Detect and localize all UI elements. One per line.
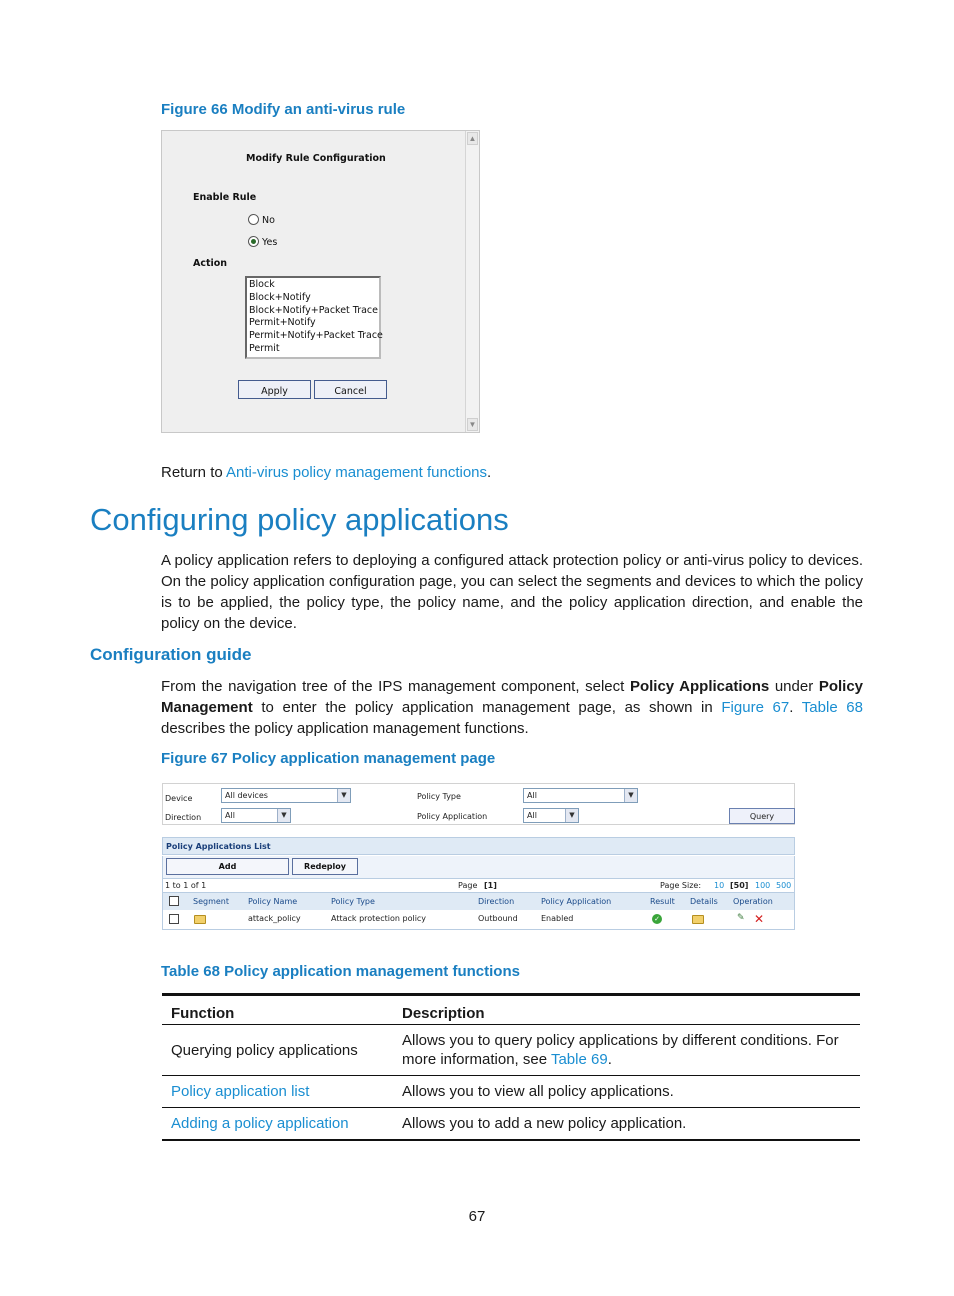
page-value[interactable]: [1] [484,881,497,890]
scrollbar[interactable] [465,131,479,432]
guide-bold-policy-applications: Policy Applications [629,678,770,695]
range-text: 1 to 1 of 1 [165,881,207,890]
chevron-down-icon: ▼ [624,789,637,802]
page-number: 67 [468,1208,486,1225]
action-option[interactable]: Permit [249,342,280,354]
action-option[interactable]: Permit+Notify [249,317,316,329]
section-title: Configuring policy applications [90,502,509,537]
scroll-down-icon[interactable]: ▼ [468,420,477,429]
select-all-checkbox[interactable] [169,896,179,906]
policy-application-select[interactable] [523,808,579,823]
header-description: Description [393,995,860,1025]
chevron-down-icon: ▼ [277,809,290,822]
cancel-button[interactable]: Cancel [314,380,387,399]
row-policy-name: attack_policy [248,914,301,923]
page-label: Page [458,881,478,890]
policy-type-value: All [527,791,537,800]
policy-type-select[interactable] [523,788,638,803]
direction-label: Direction [165,813,202,822]
page-size-10[interactable]: 10 [714,881,725,890]
table-69-link[interactable]: Table 69 [550,1051,608,1068]
delete-icon[interactable]: ✕ [754,912,765,926]
table-header-row [162,995,860,1025]
subsection-title: Configuration guide [90,645,252,664]
col-segment[interactable]: Segment [193,897,229,906]
radio-no[interactable] [248,214,259,225]
enable-rule-label: Enable Rule [193,192,257,203]
policy-application-value: All [527,811,537,820]
radio-yes[interactable] [248,236,259,247]
policy-application-label: Policy Application [417,812,488,821]
return-line [161,462,491,483]
guide-bold-policy-management: Policy Management [161,678,863,716]
guide-text: From the navigation tree of the IPS management component, select [161,678,630,695]
figure-67-caption: Figure 67 Policy application management page [161,750,496,767]
apply-button[interactable]: Apply [238,380,311,399]
figure-67-link[interactable]: Figure 67 [721,699,790,716]
row-description [393,1025,860,1076]
figure-67-policy-app-page [162,783,795,930]
chevron-down-icon: ▼ [565,809,578,822]
device-label: Device [165,794,193,803]
segment-folder-icon[interactable] [194,915,206,924]
direction-select[interactable] [221,808,291,823]
query-button[interactable]: Query [729,808,795,824]
guide-text: under [769,678,819,695]
action-option[interactable]: Block+Notify [249,291,311,303]
adding-policy-application-link[interactable]: Adding a policy application [162,1108,393,1141]
table-row [162,1108,860,1141]
col-direction[interactable]: Direction [478,897,515,906]
row-description: Allows you to view all policy applications. [393,1076,860,1108]
header-function: Function [162,995,393,1025]
page-size-500[interactable]: 500 [776,881,792,890]
action-label: Action [193,258,228,269]
col-details: Details [690,897,718,906]
action-option[interactable]: Block [249,279,275,290]
page-size-100[interactable]: 100 [755,881,771,890]
row-checkbox[interactable] [169,914,179,924]
col-operation: Operation [733,897,773,906]
device-select[interactable] [221,788,351,803]
radio-yes-label: Yes [262,237,278,248]
col-result: Result [650,897,675,906]
col-policy-application[interactable]: Policy Application [541,897,612,906]
redeploy-button[interactable]: Redeploy [292,858,358,875]
guide-text: describes the policy application management functions. [161,720,529,737]
action-option[interactable]: Block+Notify+Packet Trace [249,304,378,316]
figure-66-modify-rule [161,130,480,433]
action-option[interactable]: Permit+Notify+Packet Trace [249,330,383,342]
page-size-50[interactable]: [50] [730,881,749,890]
pager [162,878,795,893]
table-row [162,1025,860,1076]
guide-text: to enter the policy application management page, as shown in [252,699,722,716]
list-button-row [162,856,795,878]
page-size-label: Page Size: [660,881,702,890]
policy-type-label: Policy Type [417,792,461,801]
device-value: All devices [225,791,268,800]
list-title: Policy Applications List [162,837,795,855]
return-suffix: . [487,464,492,481]
table-header [162,893,795,910]
table-68-caption: Table 68 Policy application management functions [161,963,520,980]
result-ok-icon[interactable]: ✓ [652,914,662,924]
details-folder-icon[interactable] [692,915,704,924]
row-policy-type: Attack protection policy [331,914,427,923]
figure-66-caption: Figure 66 Modify an anti-virus rule [161,101,406,118]
section-intro: A policy application refers to deploying a configured attack protection policy or anti-virus policy to devices. On the policy application configuration page, you can select the segments and devices to which the policy is to be applied, the policy type, the policy name, and the policy application direction, and enable the policy on the device. [161,552,863,632]
row-direction: Outbound [478,914,518,923]
row-function: Querying policy applications [162,1025,393,1076]
return-prefix: Return to [161,464,227,481]
query-area [162,783,795,825]
col-policy-name[interactable]: Policy Name [248,897,298,906]
table-row [162,910,795,930]
row-policy-application: Enabled [541,914,574,923]
description-suffix: . [607,1051,612,1068]
direction-value: All [225,811,235,820]
modify-icon[interactable]: ✎ [737,913,745,923]
form-title: Modify Rule Configuration [246,153,386,164]
chevron-down-icon: ▼ [337,789,350,802]
description-text: Allows you to query policy applications by different conditions. For more information, see [402,1032,839,1068]
radio-no-label: No [262,215,275,226]
guide-paragraph [161,676,863,739]
guide-text: . [789,699,802,716]
col-policy-type[interactable]: Policy Type [331,897,375,906]
table-row [162,1076,860,1108]
table-68 [162,993,860,1141]
row-description: Allows you to add a new policy application. [393,1108,860,1141]
return-link[interactable]: Anti-virus policy management functions [226,464,488,481]
policy-application-list-link[interactable]: Policy application list [162,1076,393,1108]
scroll-up-icon[interactable]: ▲ [468,134,477,143]
table-68-link[interactable]: Table 68 [801,699,863,716]
action-listbox[interactable] [245,276,381,359]
add-button[interactable]: Add [166,858,289,875]
